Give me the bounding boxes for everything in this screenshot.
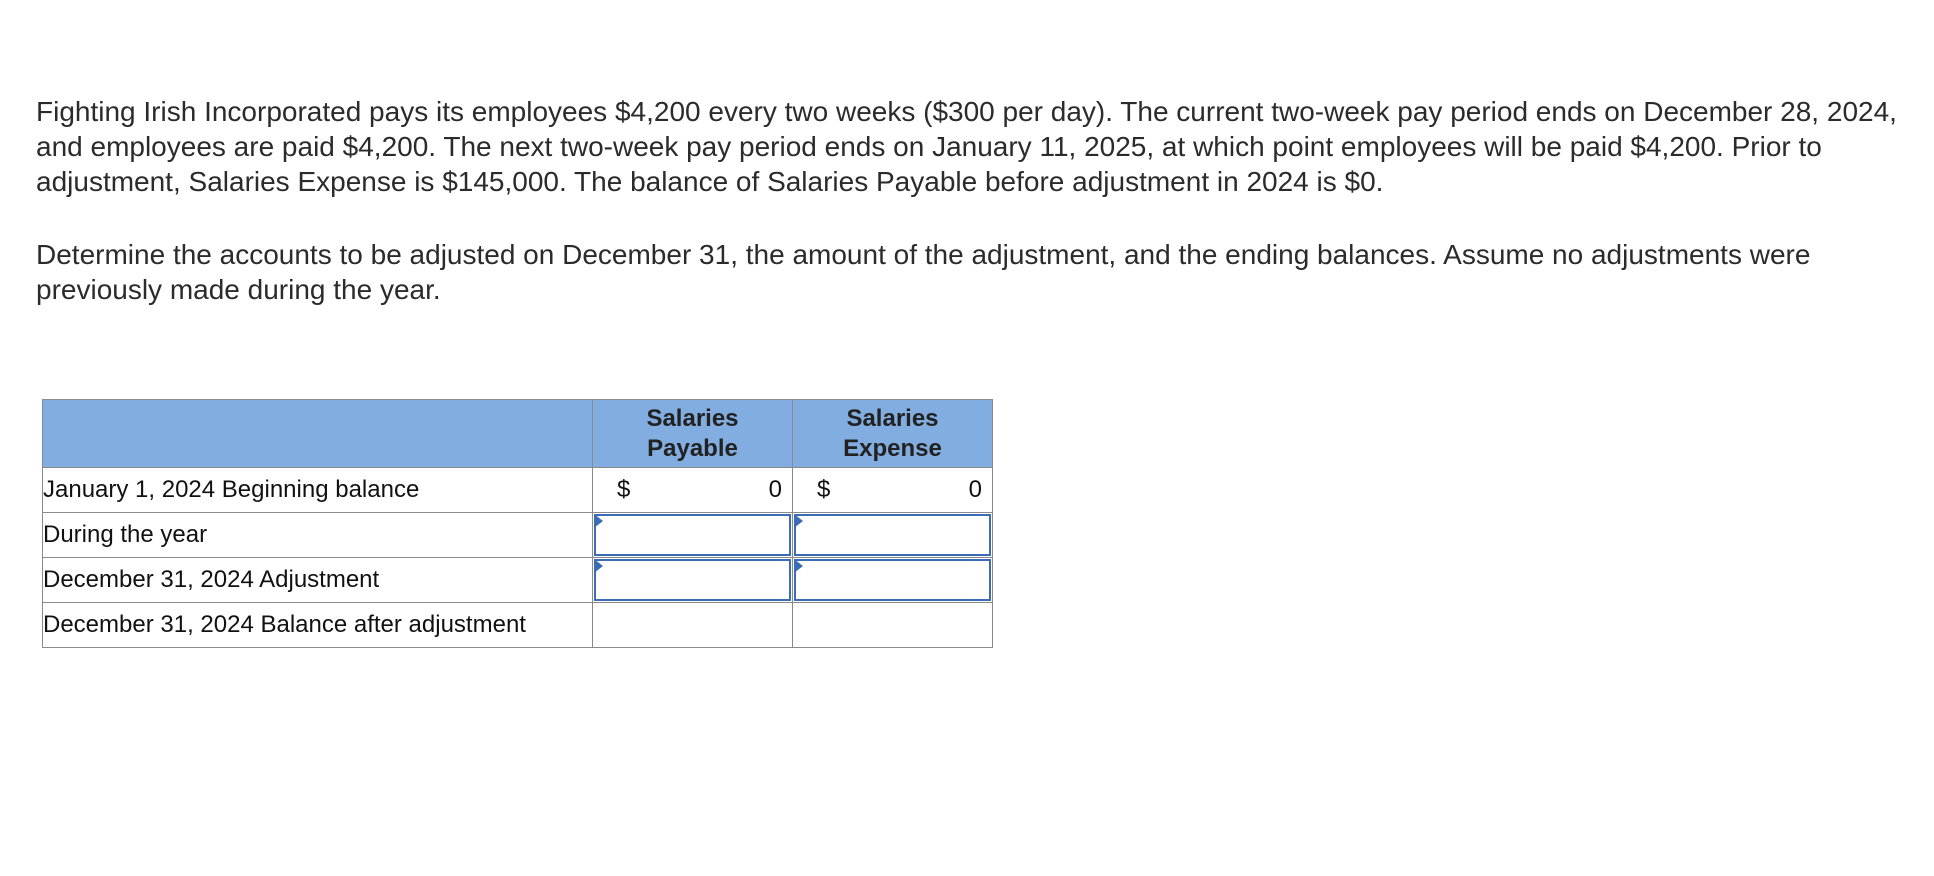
salaries-expense-beginning-cell — [793, 468, 993, 513]
salaries-payable-ending-balance — [593, 603, 793, 648]
header-salaries-payable-line2: Payable — [647, 434, 738, 462]
salaries-expense-during-year-input[interactable] — [793, 513, 993, 558]
salaries-expense-ending-balance — [793, 603, 993, 648]
input-marker-icon — [594, 514, 603, 528]
problem-paragraph-1: Fighting Irish Incorporated pays its employees $4,200 every two weeks ($300 per day). The current two-week pay period ends on December 28, 2024, and employees are paid $4,200. The next two-week pay period ends on January 11, 2025, at which point employees will be paid $4,200. Prior to adjustment, Salaries Expense is $145,000. The balance of Salaries Payable before adjustment in 2024 is $0. — [36, 96, 1897, 197]
header-salaries-payable-line1: Salaries — [646, 404, 739, 432]
salaries-expense-beginning-value: 0 — [968, 476, 982, 503]
problem-text — [36, 94, 1916, 307]
currency-symbol: $ — [817, 476, 831, 503]
input-box[interactable] — [594, 514, 791, 556]
currency-symbol: $ — [617, 476, 631, 503]
input-box[interactable] — [794, 559, 991, 601]
input-box[interactable] — [594, 559, 791, 601]
header-salaries-expense-line1: Salaries — [846, 404, 939, 432]
row-label-ending-balance: December 31, 2024 Balance after adjustment — [43, 603, 593, 648]
table-row-during-year — [43, 513, 993, 558]
input-marker-icon — [794, 514, 803, 528]
table-row-beginning-balance — [43, 468, 993, 513]
salaries-payable-during-year-input[interactable] — [593, 513, 793, 558]
ledger-table — [42, 399, 993, 648]
header-blank-cell — [43, 400, 593, 468]
salaries-payable-beginning-cell — [593, 468, 793, 513]
input-marker-icon — [594, 559, 603, 573]
salaries-payable-adjustment-input[interactable] — [593, 558, 793, 603]
table-row-adjustment — [43, 558, 993, 603]
table-header-row — [43, 400, 993, 468]
input-marker-icon — [794, 559, 803, 573]
header-salaries-expense — [793, 400, 993, 468]
salaries-expense-adjustment-input[interactable] — [793, 558, 993, 603]
input-box[interactable] — [794, 514, 991, 556]
header-salaries-payable — [593, 400, 793, 468]
row-label-during-year: During the year — [43, 513, 593, 558]
row-label-adjustment: December 31, 2024 Adjustment — [43, 558, 593, 603]
header-salaries-expense-line2: Expense — [843, 434, 942, 462]
table-row-ending-balance — [43, 603, 993, 648]
row-label-beginning-balance: January 1, 2024 Beginning balance — [43, 468, 593, 513]
problem-paragraph-2: Determine the accounts to be adjusted on December 31, the amount of the adjustment, and the ending balances. Assume no adjustments were previously made during the year. — [36, 239, 1811, 305]
ledger-table-container — [42, 399, 993, 648]
salaries-payable-beginning-value: 0 — [768, 476, 782, 503]
